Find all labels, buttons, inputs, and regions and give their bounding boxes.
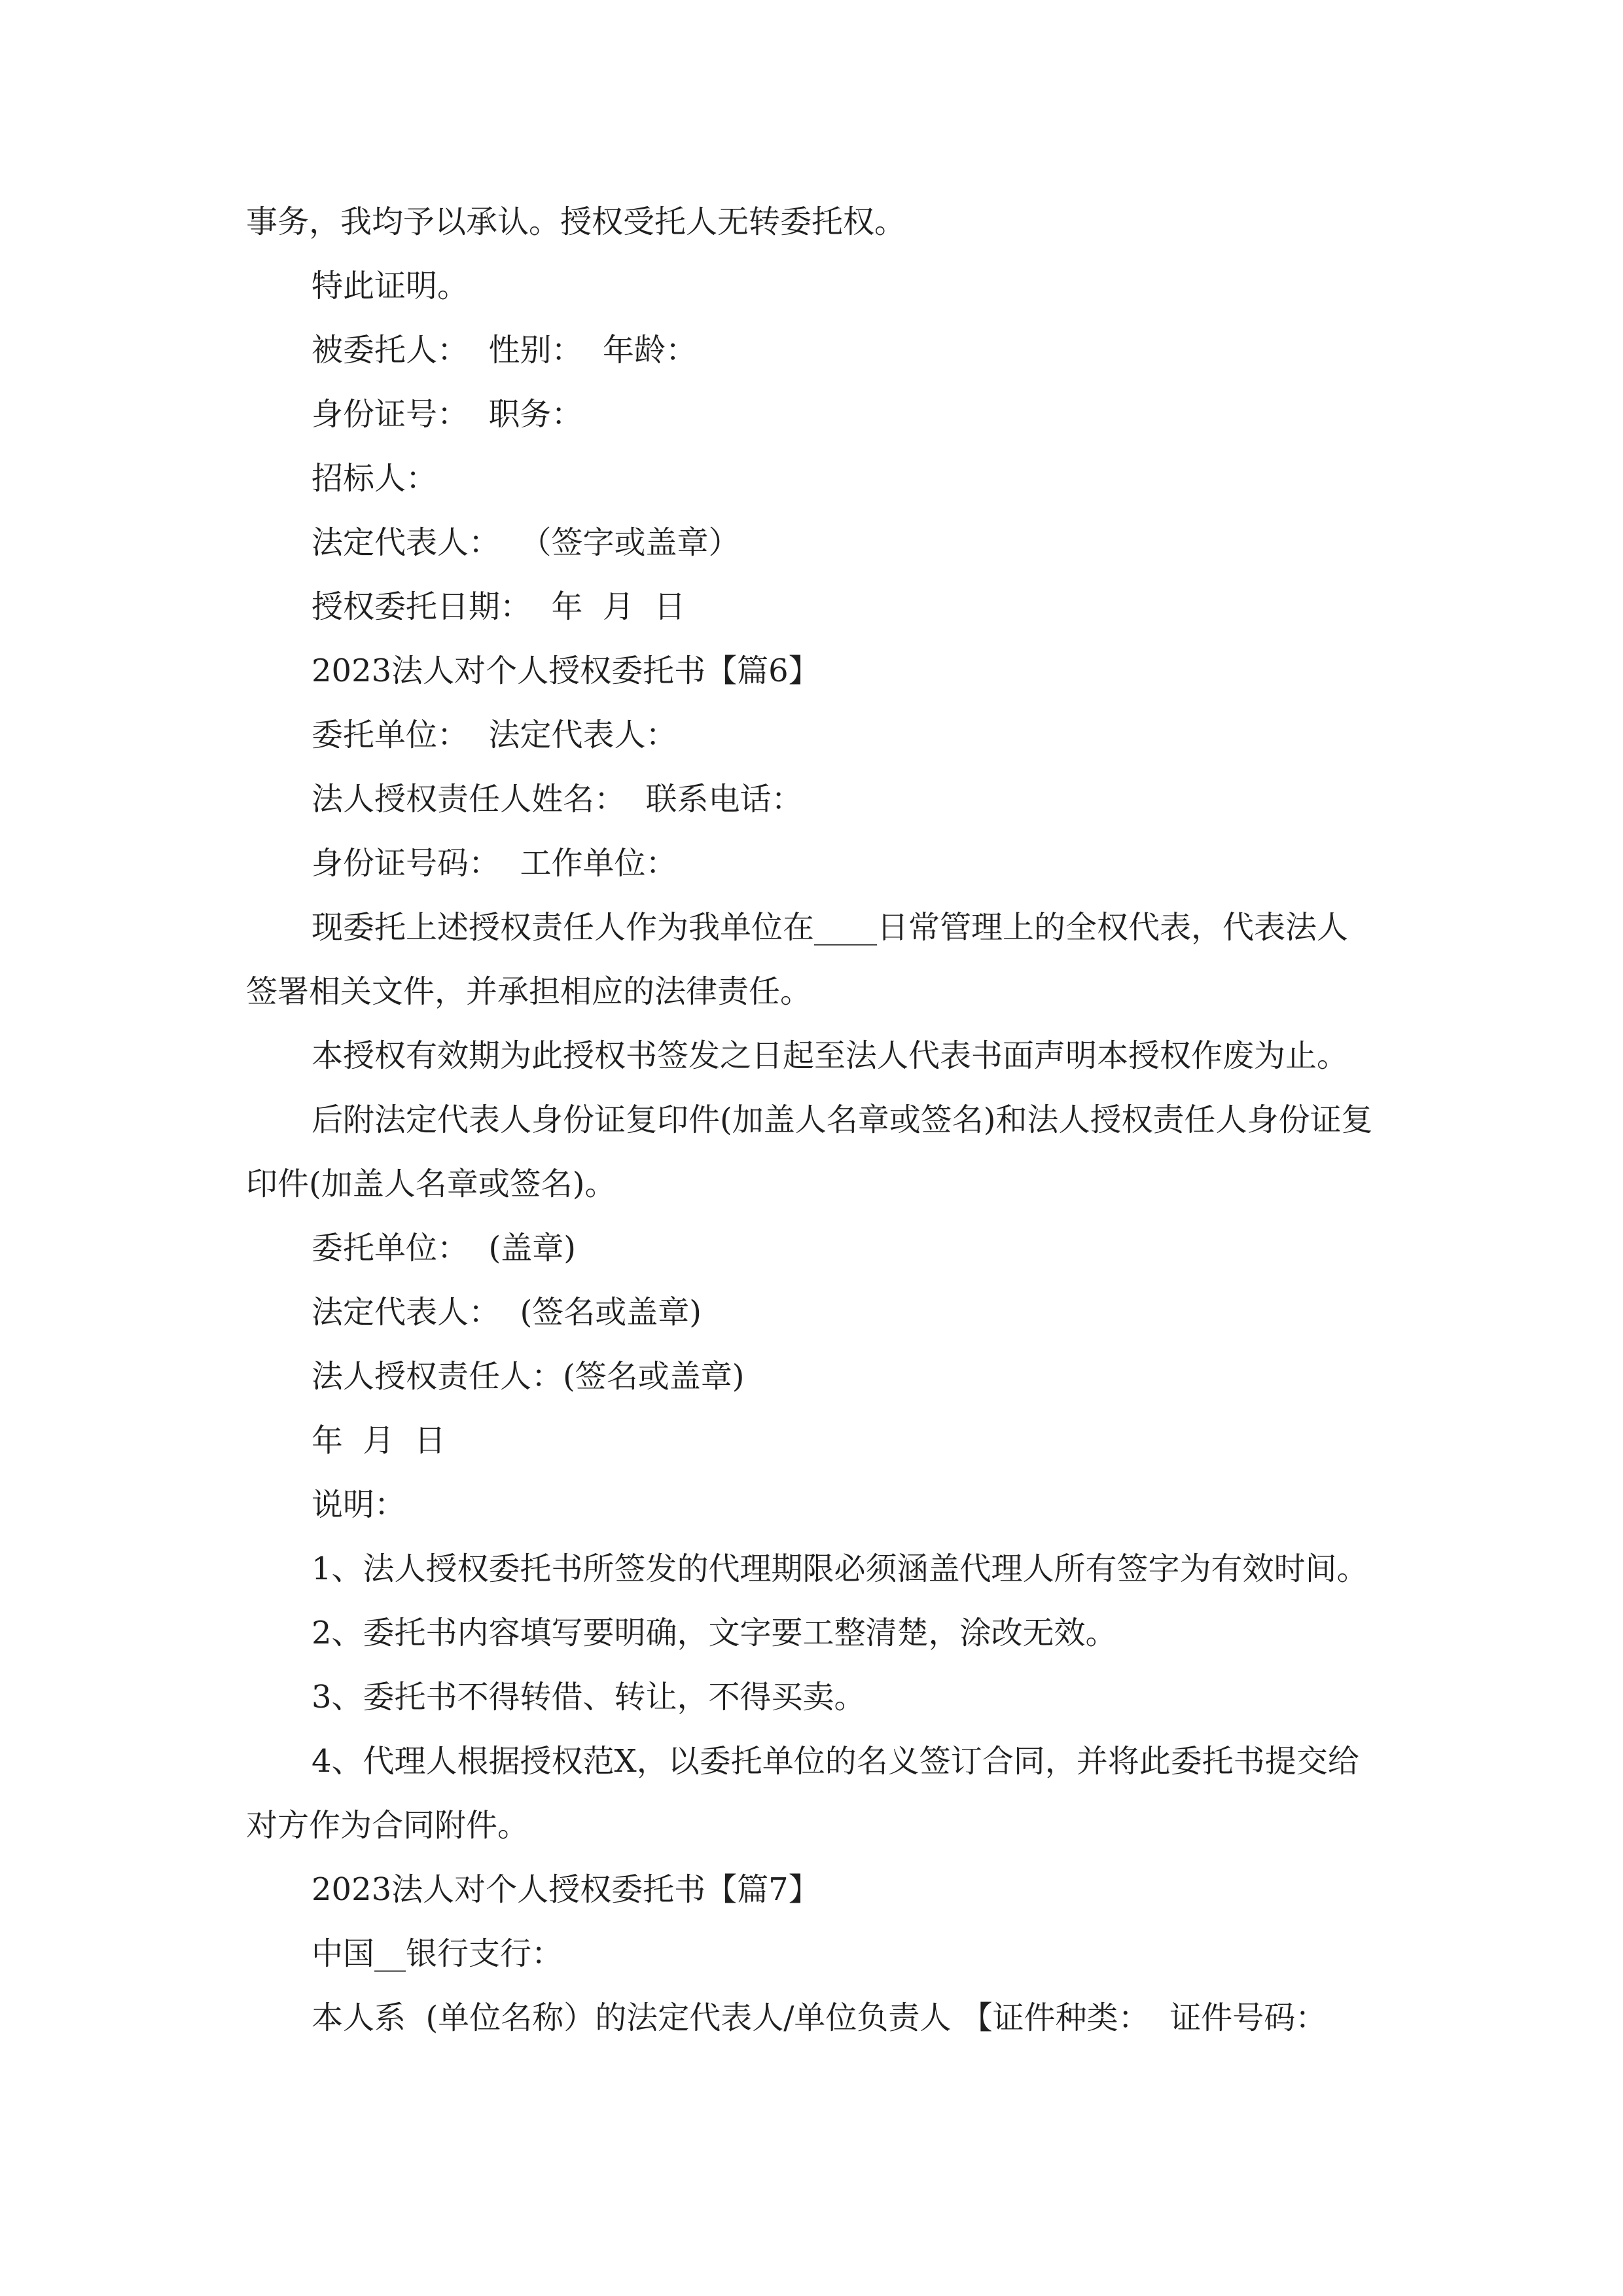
note-item-1: 1、法人授权委托书所签发的代理期限必须涵盖代理人所有签字为有效时间。	[312, 1551, 1368, 1587]
field-authorization-date: 授权委托日期： 年 月 日	[312, 588, 686, 625]
field-bank-branch: 中国__银行支行：	[312, 1935, 563, 1972]
notes-heading: 说明：	[312, 1486, 406, 1523]
field-unit-seal: 委托单位： (盖章)	[312, 1230, 576, 1266]
paragraph-continuation: 事务，我均予以承认。授权受托人无转委托权。	[246, 204, 906, 240]
field-legal-rep-signature: 法定代表人： (签名或盖章)	[312, 1294, 702, 1331]
paragraph-entrustment: 现委托上述授权责任人作为我单位在____日常管理上的全权代表，代表法人签署相关文件，并承担相应的法律责任。	[246, 909, 1349, 1010]
section-heading-7: 2023法人对个人授权委托书【篇7】	[312, 1871, 820, 1908]
field-legal-rep-sign: 法定代表人： （签字或盖章）	[312, 524, 740, 561]
field-id-position: 身份证号： 职务：	[312, 396, 583, 433]
note-item-2: 2、委托书内容填写要明确，文字要工整清楚，涂改无效。	[312, 1615, 1117, 1651]
field-responsible-person: 法人授权责任人姓名： 联系电话：	[312, 781, 803, 817]
paragraph-declaration: 本人系 (单位名称）的法定代表人/单位负责人 【证件种类： 证件号码：	[312, 2000, 1327, 2036]
field-id-workplace: 身份证号码： 工作单位：	[312, 845, 677, 882]
note-item-4: 4、代理人根据授权范X，以委托单位的名义签订合同，并将此委托书提交给对方作为合同附件。	[246, 1743, 1359, 1844]
note-item-3: 3、委托书不得转借、转让，不得买卖。	[312, 1679, 866, 1715]
field-tenderer: 招标人：	[312, 460, 438, 497]
field-responsible-signature: 法人授权责任人：(签名或盖章)	[312, 1358, 745, 1395]
section-heading-6: 2023法人对个人授权委托书【篇6】	[312, 653, 820, 689]
field-entrusting-unit: 委托单位： 法定代表人：	[312, 717, 677, 753]
field-date: 年 月 日	[312, 1422, 446, 1459]
paragraph-attachments: 后附法定代表人身份证复印件(加盖人名章或签名)和法人授权责任人身份证复印件(加盖人名章或签名)。	[246, 1102, 1373, 1202]
paragraph-validity: 本授权有效期为此授权书签发之日起至法人代表书面声明本授权作废为止。	[312, 1037, 1349, 1074]
field-trustee: 被委托人： 性别： 年龄：	[312, 332, 698, 368]
paragraph-certify: 特此证明。	[312, 268, 469, 304]
document-body	[246, 190, 1378, 2050]
